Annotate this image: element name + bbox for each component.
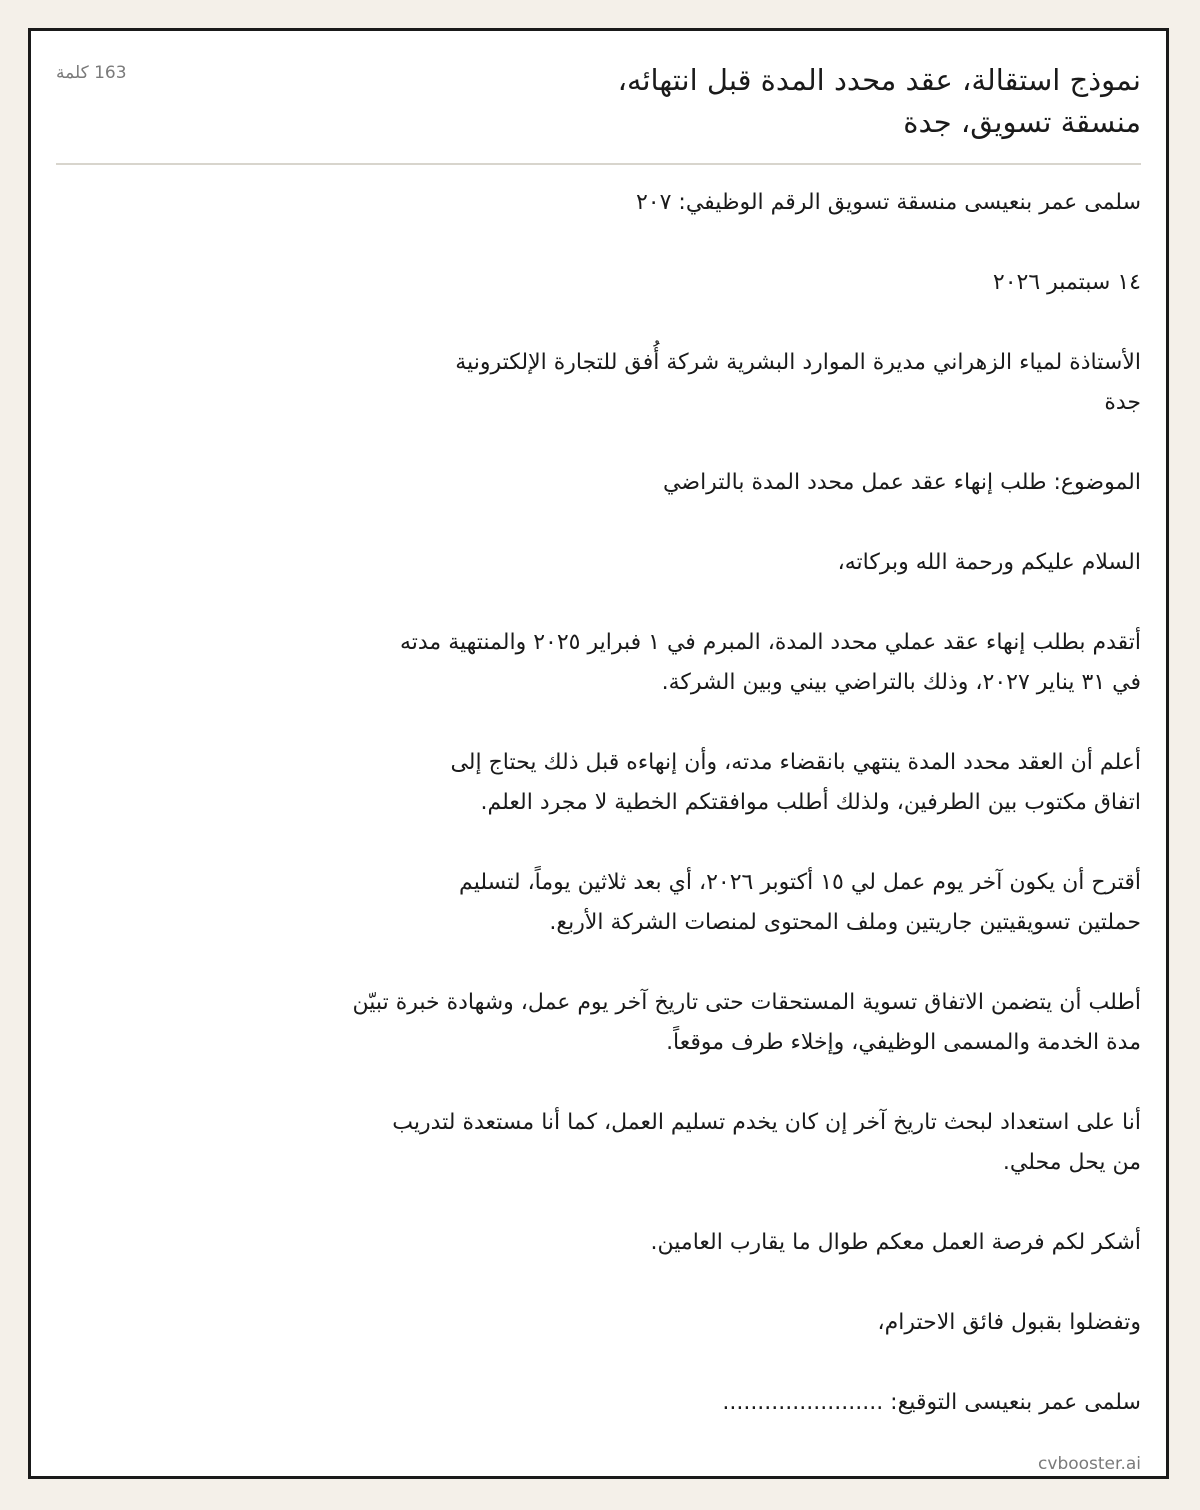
- paragraph-1-line-1: أتقدم بطلب إنهاء عقد عملي محدد المدة، المبرم في ١ فبراير ٢٠٢٥ والمنتهية مدته: [399, 630, 1141, 655]
- paragraph-3-line-1: أقترح أن يكون آخر يوم عمل لي ١٥ أكتوبر ٢٠٢٦، أي بعد ثلاثين يوماً، لتسليم: [459, 870, 1141, 895]
- paragraph-2: [141, 743, 1141, 823]
- brand-footer: cvbooster.ai: [1038, 1454, 1141, 1474]
- greeting-line: السلام عليكم ورحمة الله وبركاته،: [837, 550, 1141, 575]
- paragraph-6: أشكر لكم فرصة العمل معكم طوال ما يقارب العامين.: [650, 1230, 1141, 1255]
- recipient-line-1: الأستاذة لمياء الزهراني مديرة الموارد البشرية شركة أُفق للتجارة الإلكترونية: [455, 350, 1141, 375]
- title-line-1: نموذج استقالة، عقد محدد المدة قبل انتهائه،: [617, 63, 1141, 97]
- paragraph-4: [141, 983, 1141, 1063]
- paragraph-4-line-1: أطلب أن يتضمن الاتفاق تسوية المستحقات حتى تاريخ آخر يوم عمل، وشهادة خبرة تبيّن: [352, 990, 1141, 1015]
- letter-page: [28, 28, 1169, 1479]
- letter-date: ١٤ سبتمبر ٢٠٢٦: [992, 270, 1141, 295]
- letter-body: [141, 183, 1141, 1463]
- paragraph-2-line-1: أعلم أن العقد محدد المدة ينتهي بانقضاء مدته، وأن إنهاءه قبل ذلك يحتاج إلى: [450, 750, 1141, 775]
- signature-line: سلمى عمر بنعيسى التوقيع: .......................: [722, 1390, 1141, 1415]
- recipient-line-2: جدة: [1104, 390, 1141, 415]
- paragraph-3-line-2: حملتين تسويقيتين جاريتين وملف المحتوى لمنصات الشركة الأربع.: [549, 910, 1141, 935]
- paragraph-1: [141, 623, 1141, 703]
- paragraph-4-line-2: مدة الخدمة والمسمى الوظيفي، وإخلاء طرف موقعاً.: [666, 1030, 1141, 1055]
- paragraph-5-line-1: أنا على استعداد لبحث تاريخ آخر إن كان يخدم تسليم العمل، كما أنا مستعدة لتدريب: [392, 1110, 1141, 1135]
- paragraph-2-line-2: اتفاق مكتوب بين الطرفين، ولذلك أطلب موافقتكم الخطية لا مجرد العلم.: [480, 790, 1141, 815]
- word-count-label: 163 كلمة: [56, 63, 127, 83]
- paragraph-1-line-2: في ٣١ يناير ٢٠٢٧، وذلك بالتراضي بيني وبين الشركة.: [661, 670, 1141, 695]
- recipient-block: [141, 343, 1141, 423]
- paragraph-5-line-2: من يحل محلي.: [1002, 1150, 1141, 1175]
- subject-line: الموضوع: طلب إنهاء عقد عمل محدد المدة بالتراضي: [663, 470, 1141, 495]
- document-title: [281, 59, 1141, 143]
- title-line-2: منسقة تسويق، جدة: [903, 105, 1141, 139]
- paragraph-3: [141, 863, 1141, 943]
- document-header: [56, 59, 1141, 165]
- closing-line: وتفضلوا بقبول فائق الاحترام،: [877, 1310, 1141, 1335]
- paragraph-5: [141, 1103, 1141, 1183]
- sender-line: سلمى عمر بنعيسى منسقة تسويق الرقم الوظيفي: ٢٠٧: [635, 190, 1141, 215]
